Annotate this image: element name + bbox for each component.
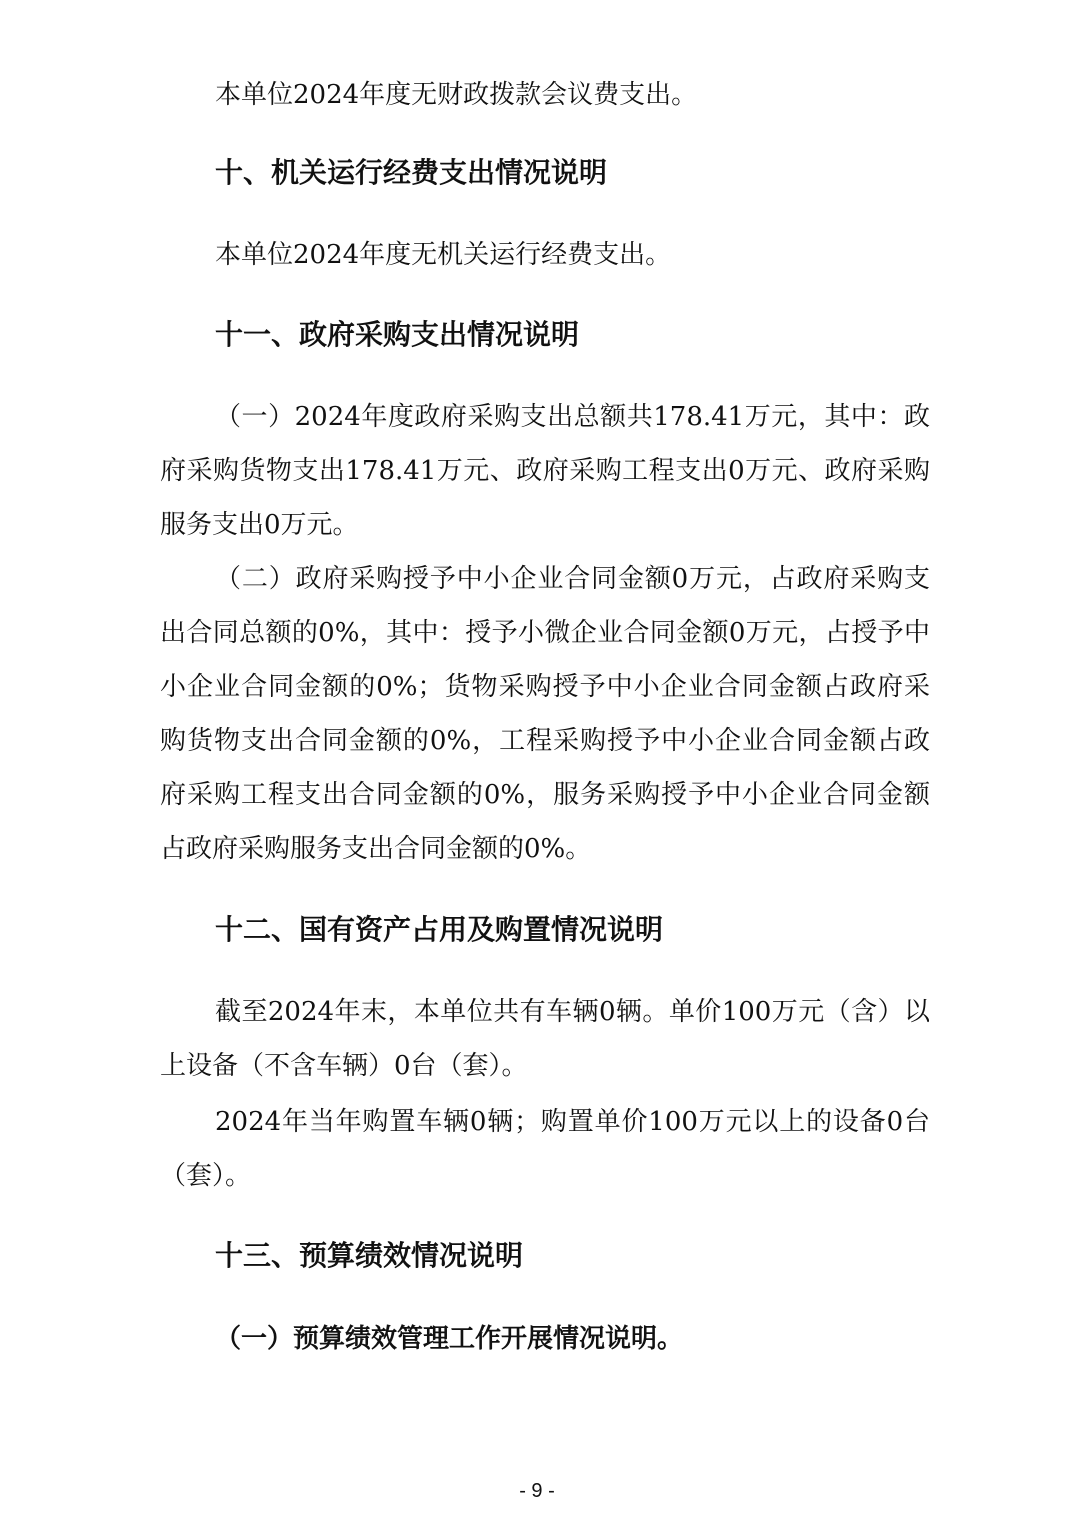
paragraph-operating-expense: 本单位2024年度无机关运行经费支出。 <box>215 240 672 270</box>
section-13-subheading: （一）预算绩效管理工作开展情况说明。 <box>215 1324 684 1354</box>
paragraph-line: 占政府采购服务支出合同金额的0%。 <box>160 834 592 864</box>
paragraph-line: 购货物支出合同金额的0%，工程采购授予中小企业合同金额占政 <box>160 726 930 756</box>
paragraph-line: 2024年当年购置车辆0辆；购置单价100万元以上的设备0台 <box>215 1107 930 1137</box>
paragraph-line: （一）2024年度政府采购支出总额共178.41万元，其中：政 <box>215 402 930 432</box>
paragraph-line: （二）政府采购授予中小企业合同金额0万元，占政府采购支 <box>215 564 930 594</box>
paragraph-line: 服务支出0万元。 <box>160 510 359 540</box>
paragraph-meeting-expense: 本单位2024年度无财政拨款会议费支出。 <box>215 80 698 110</box>
paragraph-line: 小企业合同金额的0%；货物采购授予中小企业合同金额占政府采 <box>160 672 930 702</box>
paragraph-line: 截至2024年末，本单位共有车辆0辆。单价100万元（含）以 <box>215 997 930 1027</box>
page-number: - 9 - <box>519 1480 555 1502</box>
section-10-heading: 十、机关运行经费支出情况说明 <box>215 156 608 189</box>
paragraph-line: 府采购工程支出合同金额的0%，服务采购授予中小企业合同金额 <box>160 780 930 810</box>
paragraph-line: 上设备（不含车辆）0台（套）。 <box>160 1051 528 1081</box>
section-11-heading: 十一、政府采购支出情况说明 <box>215 318 580 351</box>
paragraph-line: 出合同总额的0%，其中：授予小微企业合同金额0万元，占授予中 <box>160 618 930 648</box>
paragraph-line: （套）。 <box>160 1161 252 1191</box>
paragraph-line: 府采购货物支出178.41万元、政府采购工程支出0万元、政府采购 <box>160 456 930 486</box>
section-12-heading: 十二、国有资产占用及购置情况说明 <box>215 913 664 946</box>
section-13-heading: 十三、预算绩效情况说明 <box>215 1239 524 1272</box>
